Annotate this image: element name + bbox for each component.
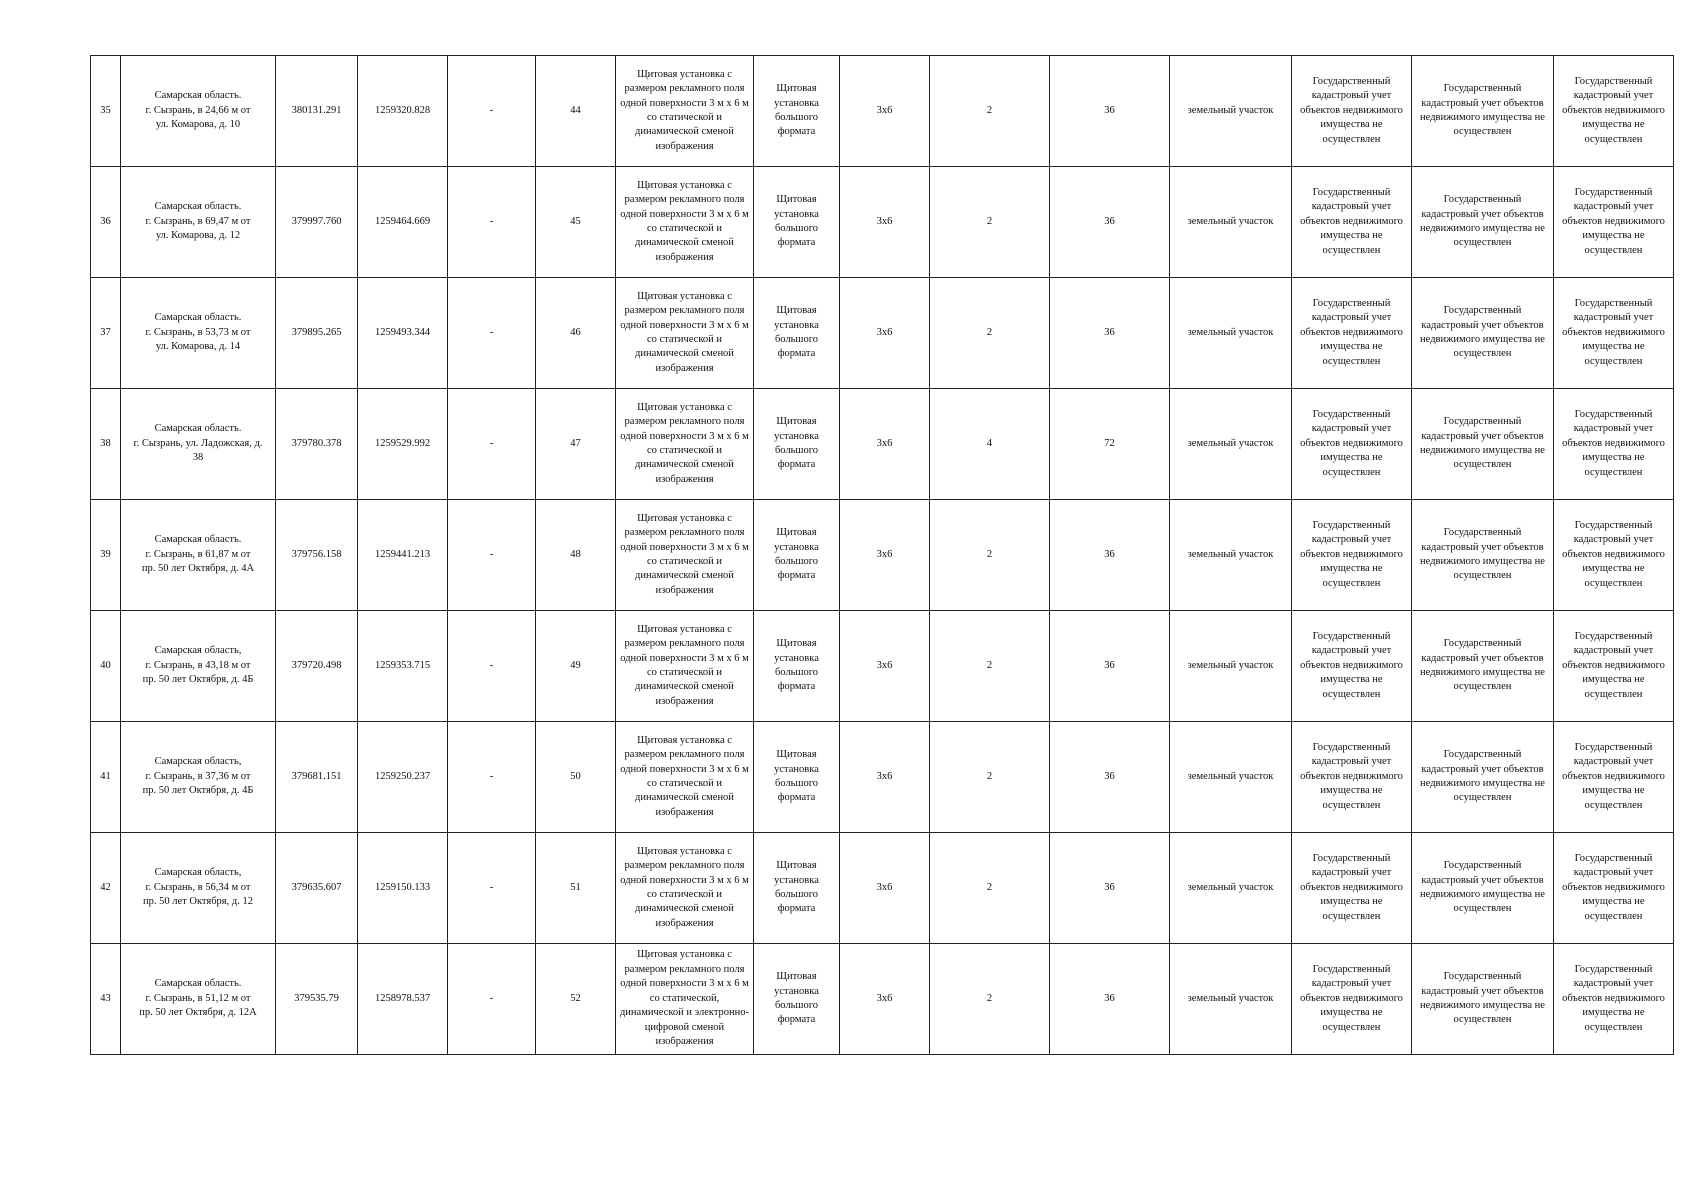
address-street: пр. 50 лет Октября, д. 12А — [139, 1007, 257, 1019]
coord-x: 379780.378 — [276, 389, 358, 500]
registry-number: 45 — [536, 167, 616, 278]
field-size: 3х6 — [840, 389, 930, 500]
address-region: Самарская область. — [154, 423, 242, 435]
coord-y: 1259529.992 — [358, 389, 448, 500]
address-city: г. Сызрань, в 61,87 м от — [145, 548, 251, 560]
dash-cell: - — [448, 833, 536, 944]
cadastral-status-2: Государственный кадастровый учет объектов недвижимого имущества не осуществлен — [1412, 944, 1554, 1055]
address-street: пр. 50 лет Октября, д. 4Б — [142, 674, 254, 686]
structure-type: Щитовая установка большого формата — [754, 389, 840, 500]
land-type: земельный участок — [1170, 722, 1292, 833]
coord-y: 1259320.828 — [358, 56, 448, 167]
row-number: 35 — [91, 56, 121, 167]
cadastral-status-3: Государственный кадастровый учет объектов недвижимого имущества не осуществлен — [1554, 611, 1674, 722]
dash-cell: - — [448, 167, 536, 278]
structure-description: Щитовая установка с размером рекламного поля одной поверхности 3 м х 6 м со статической и динамической сменой изображения — [616, 56, 754, 167]
coord-x: 379681.151 — [276, 722, 358, 833]
sides-count: 2 — [930, 944, 1050, 1055]
address-region: Самарская область. — [154, 312, 242, 324]
sides-count: 2 — [930, 278, 1050, 389]
land-type: земельный участок — [1170, 56, 1292, 167]
address-region: Самарская область, — [154, 645, 242, 657]
coord-x: 379895.265 — [276, 278, 358, 389]
coord-x: 379720.498 — [276, 611, 358, 722]
advertising-structures-table — [90, 55, 1674, 1055]
cadastral-status-3: Государственный кадастровый учет объектов недвижимого имущества не осуществлен — [1554, 722, 1674, 833]
structure-type: Щитовая установка большого формата — [754, 833, 840, 944]
land-type: земельный участок — [1170, 389, 1292, 500]
address-city: г. Сызрань, в 37,36 м от — [145, 770, 251, 782]
coord-y: 1258978.537 — [358, 944, 448, 1055]
sides-count: 2 — [930, 722, 1050, 833]
address-cell — [121, 611, 276, 722]
structure-type: Щитовая установка большого формата — [754, 278, 840, 389]
field-size: 3х6 — [840, 500, 930, 611]
cadastral-status-3: Государственный кадастровый учет объектов недвижимого имущества не осуществлен — [1554, 167, 1674, 278]
field-area: 36 — [1050, 167, 1170, 278]
table-row — [91, 611, 1674, 722]
field-area: 36 — [1050, 833, 1170, 944]
structure-description: Щитовая установка с размером рекламного поля одной поверхности 3 м х 6 м со статической и динамической сменой изображения — [616, 611, 754, 722]
structure-description: Щитовая установка с размером рекламного поля одной поверхности 3 м х 6 м со статической и динамической сменой изображения — [616, 167, 754, 278]
structure-description: Щитовая установка с размером рекламного поля одной поверхности 3 м х 6 м со статической и динамической сменой изображения — [616, 278, 754, 389]
address-street: ул. Комарова, д. 10 — [155, 119, 241, 131]
structure-type: Щитовая установка большого формата — [754, 167, 840, 278]
address-street: 38 — [192, 452, 204, 464]
table-row — [91, 56, 1674, 167]
field-size: 3х6 — [840, 167, 930, 278]
structure-description: Щитовая установка с размером рекламного поля одной поверхности 3 м х 6 м со статической, динамической и электронно-цифровой сменой изображения — [616, 944, 754, 1055]
cadastral-status-1: Государственный кадастровый учет объектов недвижимого имущества не осуществлен — [1292, 611, 1412, 722]
cadastral-status-2: Государственный кадастровый учет объектов недвижимого имущества не осуществлен — [1412, 611, 1554, 722]
address-city: г. Сызрань, в 69,47 м от — [145, 215, 251, 227]
address-city: г. Сызрань, в 24,66 м от — [145, 104, 251, 116]
row-number: 41 — [91, 722, 121, 833]
field-area: 36 — [1050, 611, 1170, 722]
table-row — [91, 500, 1674, 611]
field-area: 36 — [1050, 500, 1170, 611]
coord-x: 379756.158 — [276, 500, 358, 611]
address-city: г. Сызрань, в 51,12 м от — [145, 992, 251, 1004]
land-type: земельный участок — [1170, 167, 1292, 278]
structure-type: Щитовая установка большого формата — [754, 944, 840, 1055]
dash-cell: - — [448, 56, 536, 167]
table-row — [91, 167, 1674, 278]
registry-number: 48 — [536, 500, 616, 611]
coord-x: 379997.760 — [276, 167, 358, 278]
address-cell — [121, 833, 276, 944]
cadastral-status-3: Государственный кадастровый учет объектов недвижимого имущества не осуществлен — [1554, 833, 1674, 944]
registry-number: 50 — [536, 722, 616, 833]
field-area: 36 — [1050, 722, 1170, 833]
address-region: Самарская область, — [154, 867, 242, 879]
sides-count: 2 — [930, 167, 1050, 278]
address-street: ул. Комарова, д. 12 — [155, 230, 241, 242]
cadastral-status-1: Государственный кадастровый учет объектов недвижимого имущества не осуществлен — [1292, 944, 1412, 1055]
structure-description: Щитовая установка с размером рекламного поля одной поверхности 3 м х 6 м со статической и динамической сменой изображения — [616, 389, 754, 500]
address-city: г. Сызрань, в 56,34 м от — [145, 881, 251, 893]
sides-count: 2 — [930, 611, 1050, 722]
sides-count: 4 — [930, 389, 1050, 500]
field-size: 3х6 — [840, 944, 930, 1055]
sides-count: 2 — [930, 833, 1050, 944]
field-size: 3х6 — [840, 278, 930, 389]
cadastral-status-2: Государственный кадастровый учет объектов недвижимого имущества не осуществлен — [1412, 722, 1554, 833]
structure-description: Щитовая установка с размером рекламного поля одной поверхности 3 м х 6 м со статической и динамической сменой изображения — [616, 833, 754, 944]
address-cell — [121, 278, 276, 389]
structure-description: Щитовая установка с размером рекламного поля одной поверхности 3 м х 6 м со статической и динамической сменой изображения — [616, 722, 754, 833]
cadastral-status-3: Государственный кадастровый учет объектов недвижимого имущества не осуществлен — [1554, 500, 1674, 611]
address-city: г. Сызрань, в 53,73 м от — [145, 326, 251, 338]
cadastral-status-2: Государственный кадастровый учет объектов недвижимого имущества не осуществлен — [1412, 56, 1554, 167]
land-type: земельный участок — [1170, 278, 1292, 389]
cadastral-status-1: Государственный кадастровый учет объектов недвижимого имущества не осуществлен — [1292, 389, 1412, 500]
cadastral-status-3: Государственный кадастровый учет объектов недвижимого имущества не осуществлен — [1554, 278, 1674, 389]
structure-type: Щитовая установка большого формата — [754, 500, 840, 611]
coord-y: 1259353.715 — [358, 611, 448, 722]
cadastral-status-1: Государственный кадастровый учет объектов недвижимого имущества не осуществлен — [1292, 833, 1412, 944]
sides-count: 2 — [930, 56, 1050, 167]
registry-number: 46 — [536, 278, 616, 389]
land-type: земельный участок — [1170, 611, 1292, 722]
field-area: 72 — [1050, 389, 1170, 500]
cadastral-status-1: Государственный кадастровый учет объектов недвижимого имущества не осуществлен — [1292, 56, 1412, 167]
cadastral-status-1: Государственный кадастровый учет объектов недвижимого имущества не осуществлен — [1292, 500, 1412, 611]
table-row — [91, 278, 1674, 389]
coord-y: 1259250.237 — [358, 722, 448, 833]
registry-number: 44 — [536, 56, 616, 167]
cadastral-status-2: Государственный кадастровый учет объектов недвижимого имущества не осуществлен — [1412, 389, 1554, 500]
address-street: пр. 50 лет Октября, д. 4Б — [142, 785, 254, 797]
dash-cell: - — [448, 944, 536, 1055]
coord-x: 379535.79 — [276, 944, 358, 1055]
registry-number: 47 — [536, 389, 616, 500]
field-size: 3х6 — [840, 833, 930, 944]
coord-y: 1259150.133 — [358, 833, 448, 944]
address-street: ул. Комарова, д. 14 — [155, 341, 241, 353]
address-cell — [121, 167, 276, 278]
address-region: Самарская область. — [154, 201, 242, 213]
coord-y: 1259493.344 — [358, 278, 448, 389]
coord-x: 379635.607 — [276, 833, 358, 944]
registry-number: 52 — [536, 944, 616, 1055]
address-cell — [121, 944, 276, 1055]
structure-type: Щитовая установка большого формата — [754, 722, 840, 833]
cadastral-status-3: Государственный кадастровый учет объектов недвижимого имущества не осуществлен — [1554, 944, 1674, 1055]
field-area: 36 — [1050, 944, 1170, 1055]
coord-x: 380131.291 — [276, 56, 358, 167]
row-number: 38 — [91, 389, 121, 500]
dash-cell: - — [448, 722, 536, 833]
address-cell — [121, 389, 276, 500]
row-number: 37 — [91, 278, 121, 389]
land-type: земельный участок — [1170, 944, 1292, 1055]
coord-y: 1259441.213 — [358, 500, 448, 611]
address-region: Самарская область. — [154, 534, 242, 546]
coord-y: 1259464.669 — [358, 167, 448, 278]
address-city: г. Сызрань, в 43,18 м от — [145, 659, 251, 671]
dash-cell: - — [448, 278, 536, 389]
cadastral-status-2: Государственный кадастровый учет объектов недвижимого имущества не осуществлен — [1412, 833, 1554, 944]
field-area: 36 — [1050, 278, 1170, 389]
cadastral-status-1: Государственный кадастровый учет объектов недвижимого имущества не осуществлен — [1292, 722, 1412, 833]
cadastral-status-3: Государственный кадастровый учет объектов недвижимого имущества не осуществлен — [1554, 389, 1674, 500]
structure-type: Щитовая установка большого формата — [754, 611, 840, 722]
cadastral-status-1: Государственный кадастровый учет объектов недвижимого имущества не осуществлен — [1292, 278, 1412, 389]
dash-cell: - — [448, 389, 536, 500]
table-row — [91, 389, 1674, 500]
row-number: 36 — [91, 167, 121, 278]
cadastral-status-1: Государственный кадастровый учет объектов недвижимого имущества не осуществлен — [1292, 167, 1412, 278]
cadastral-status-2: Государственный кадастровый учет объектов недвижимого имущества не осуществлен — [1412, 500, 1554, 611]
table-row — [91, 944, 1674, 1055]
address-region: Самарская область, — [154, 756, 242, 768]
sides-count: 2 — [930, 500, 1050, 611]
field-size: 3х6 — [840, 56, 930, 167]
address-region: Самарская область. — [154, 90, 242, 102]
table-row — [91, 722, 1674, 833]
address-cell — [121, 722, 276, 833]
address-city: г. Сызрань, ул. Ладожская, д. — [133, 437, 263, 449]
address-cell — [121, 56, 276, 167]
field-size: 3х6 — [840, 722, 930, 833]
structure-description: Щитовая установка с размером рекламного поля одной поверхности 3 м х 6 м со статической и динамической сменой изображения — [616, 500, 754, 611]
field-area: 36 — [1050, 56, 1170, 167]
cadastral-status-2: Государственный кадастровый учет объектов недвижимого имущества не осуществлен — [1412, 278, 1554, 389]
structure-type: Щитовая установка большого формата — [754, 56, 840, 167]
address-street: пр. 50 лет Октября, д. 4А — [141, 563, 255, 575]
land-type: земельный участок — [1170, 500, 1292, 611]
registry-number: 49 — [536, 611, 616, 722]
field-size: 3х6 — [840, 611, 930, 722]
dash-cell: - — [448, 500, 536, 611]
row-number: 43 — [91, 944, 121, 1055]
land-type: земельный участок — [1170, 833, 1292, 944]
address-region: Самарская область. — [154, 978, 242, 990]
row-number: 39 — [91, 500, 121, 611]
cadastral-status-2: Государственный кадастровый учет объектов недвижимого имущества не осуществлен — [1412, 167, 1554, 278]
row-number: 40 — [91, 611, 121, 722]
cadastral-status-3: Государственный кадастровый учет объектов недвижимого имущества не осуществлен — [1554, 56, 1674, 167]
address-street: пр. 50 лет Октября, д. 12 — [143, 896, 253, 908]
table-body — [91, 56, 1674, 1055]
registry-number: 51 — [536, 833, 616, 944]
address-cell — [121, 500, 276, 611]
row-number: 42 — [91, 833, 121, 944]
dash-cell: - — [448, 611, 536, 722]
table-row — [91, 833, 1674, 944]
